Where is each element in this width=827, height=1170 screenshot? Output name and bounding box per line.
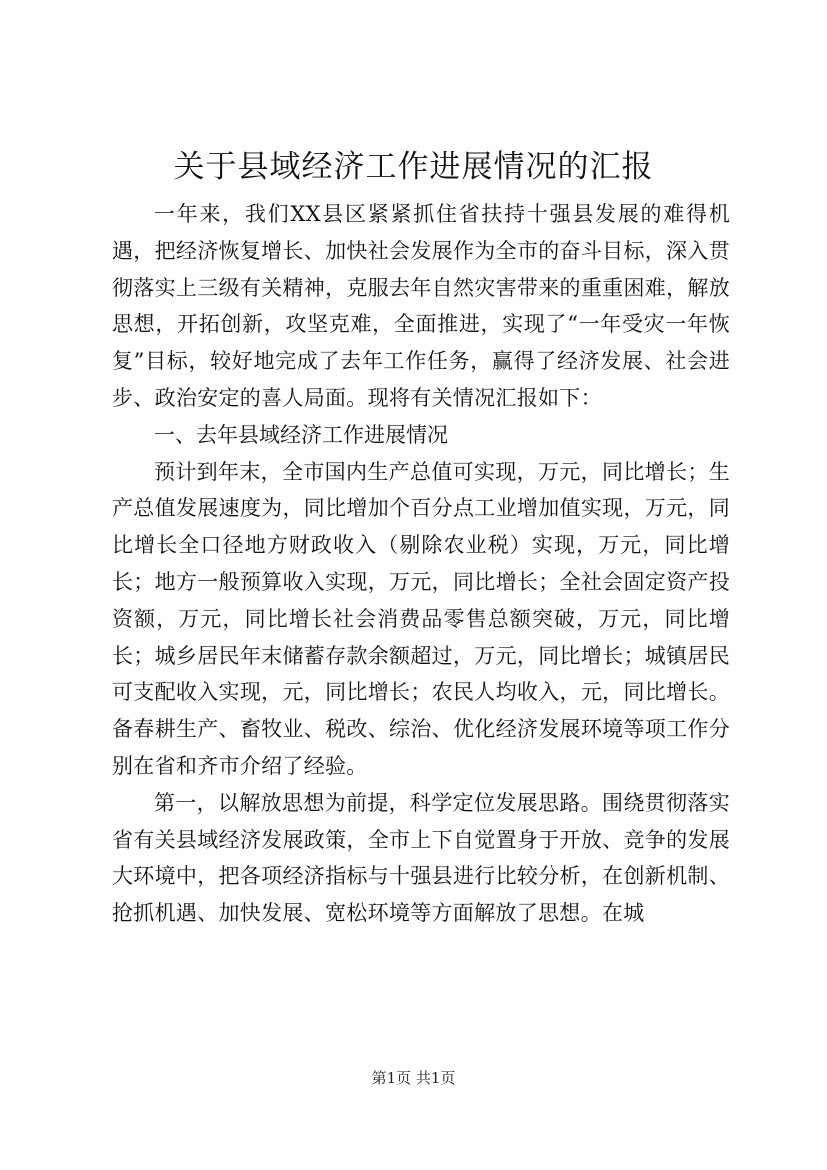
page-footer: 第1页 共1页: [371, 1069, 456, 1087]
document-body: [112, 196, 730, 932]
intro-paragraph: 一年来，我们XX县区紧紧抓住省扶持十强县发展的难得机遇，把经济恢复增长、加快社会发展作为全市的奋斗目标，深入贯彻落实上三级有关精神，克服去年自然灾害带来的重重困难，解放思想，开拓创新，攻坚克难，全面推进，实现了“一年受灾一年恢复”目标，较好地完成了去年工作任务，赢得了经济发展、社会进步、政治安定的喜人局面。现将有关情况汇报如下：: [112, 202, 730, 410]
first-point-paragraph: 第一，以解放思想为前提，科学定位发展思路。围绕贯彻落实省有关县域经济发展政策，全市上下自觉置身于开放、竞争的发展大环境中，把各项经济指标与十强县进行比较分析，在创新机制、抢抓机遇、加快发展、宽松环境等方面解放了思想。在城: [112, 790, 730, 926]
document-title: 关于县域经济工作进展情况的汇报: [173, 149, 654, 185]
statistics-paragraph: 预计到年末，全市国内生产总值可实现，万元，同比增长；生产总值发展速度为，同比增加个百分点工业增加值实现，万元，同比增长全口径地方财政收入（剔除农业税）实现，万元，同比增长；地方一般预算收入实现，万元，同比增长；全社会固定资产投资额，万元，同比增长社会消费品零售总额突破，万元，同比增长；城乡居民年末储蓄存款余额超过，万元，同比增长；城镇居民可支配收入实现，元，同比增长；农民人均收入，元，同比增长。备春耕生产、畜牧业、税改、综治、优化经济发展环境等项工作分别在省和齐市介绍了经验。: [112, 459, 730, 778]
section-heading: 一、去年县域经济工作进展情况: [154, 422, 448, 447]
